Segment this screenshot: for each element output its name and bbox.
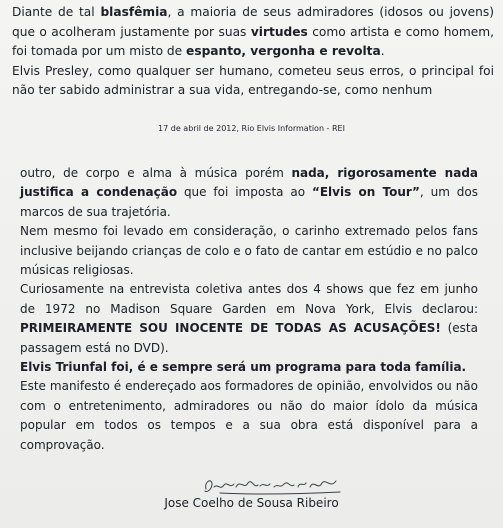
text-bold: blasfêmia bbox=[100, 5, 168, 19]
paragraph-main bbox=[20, 164, 478, 455]
text-bold: nada, rigorosamente nada justifica a condenação bbox=[20, 166, 479, 200]
paragraph-manifesto: Este manifesto é endereçado aos formadores de opinião, envolvidos ou não com o entretenimento, admiradores ou não do maior ídolo da música popular em todos os tempos e a sua obra está disponível para a comprovação. bbox=[20, 379, 478, 452]
paragraph-elvis-errors: Elvis Presley, como qualquer ser humano, cometeu seus erros, o principal foi não ter sabido administrar a sua vida, entregando-se, como nenhum bbox=[12, 63, 494, 98]
text-bold: “Elvis on Tour” bbox=[311, 185, 420, 200]
text-run: como artista e como homem, foi tomada por um misto de bbox=[12, 24, 494, 59]
page-footer-date: 17 de abril de 2012, Rio Elvis Information - REI bbox=[158, 124, 345, 133]
text-bold-quote: PRIMEIRAMENTE SOU INOCENTE DE TODAS AS ACUSAÇÕES! bbox=[20, 321, 441, 336]
paragraph-intro bbox=[12, 3, 494, 101]
paragraph-interview: Curiosamente na entrevista coletiva antes dos 4 shows que fez em junho de 1972 no Madison Square Garden em Nova York, Elvis declarou: bbox=[20, 282, 478, 316]
handwritten-signature bbox=[200, 475, 350, 497]
paragraph-fans: Nem mesmo foi levado em consideração, o carinho extremado pelos fans inclusive beijando crianças de colo e o fato de cantar em estúdio e no palco músicas religiosas. bbox=[20, 224, 478, 278]
text-run: , a maioria de seus admiradores (idosos ou jovens) que o acolheram justamente por suas bbox=[12, 5, 494, 39]
text-run: que foi imposta ao bbox=[177, 185, 312, 200]
text-bold: espanto, vergonha e revolta bbox=[186, 44, 381, 59]
text-run: outro, de corpo e alma à música porém bbox=[20, 166, 292, 180]
text-run: (esta passagem está no DVD). bbox=[20, 321, 478, 355]
text-run: Diante de tal bbox=[12, 5, 101, 19]
paragraph-triunfal: Elvis Triunfal foi, é e sempre será um programa para toda família. bbox=[20, 360, 467, 375]
text-bold: virtudes bbox=[250, 24, 308, 39]
signature-name: Jose Coelho de Sousa Ribeiro bbox=[164, 496, 339, 510]
text-run: . bbox=[380, 44, 385, 59]
text-run: , um dos marcos de sua trajetória. bbox=[20, 185, 478, 219]
